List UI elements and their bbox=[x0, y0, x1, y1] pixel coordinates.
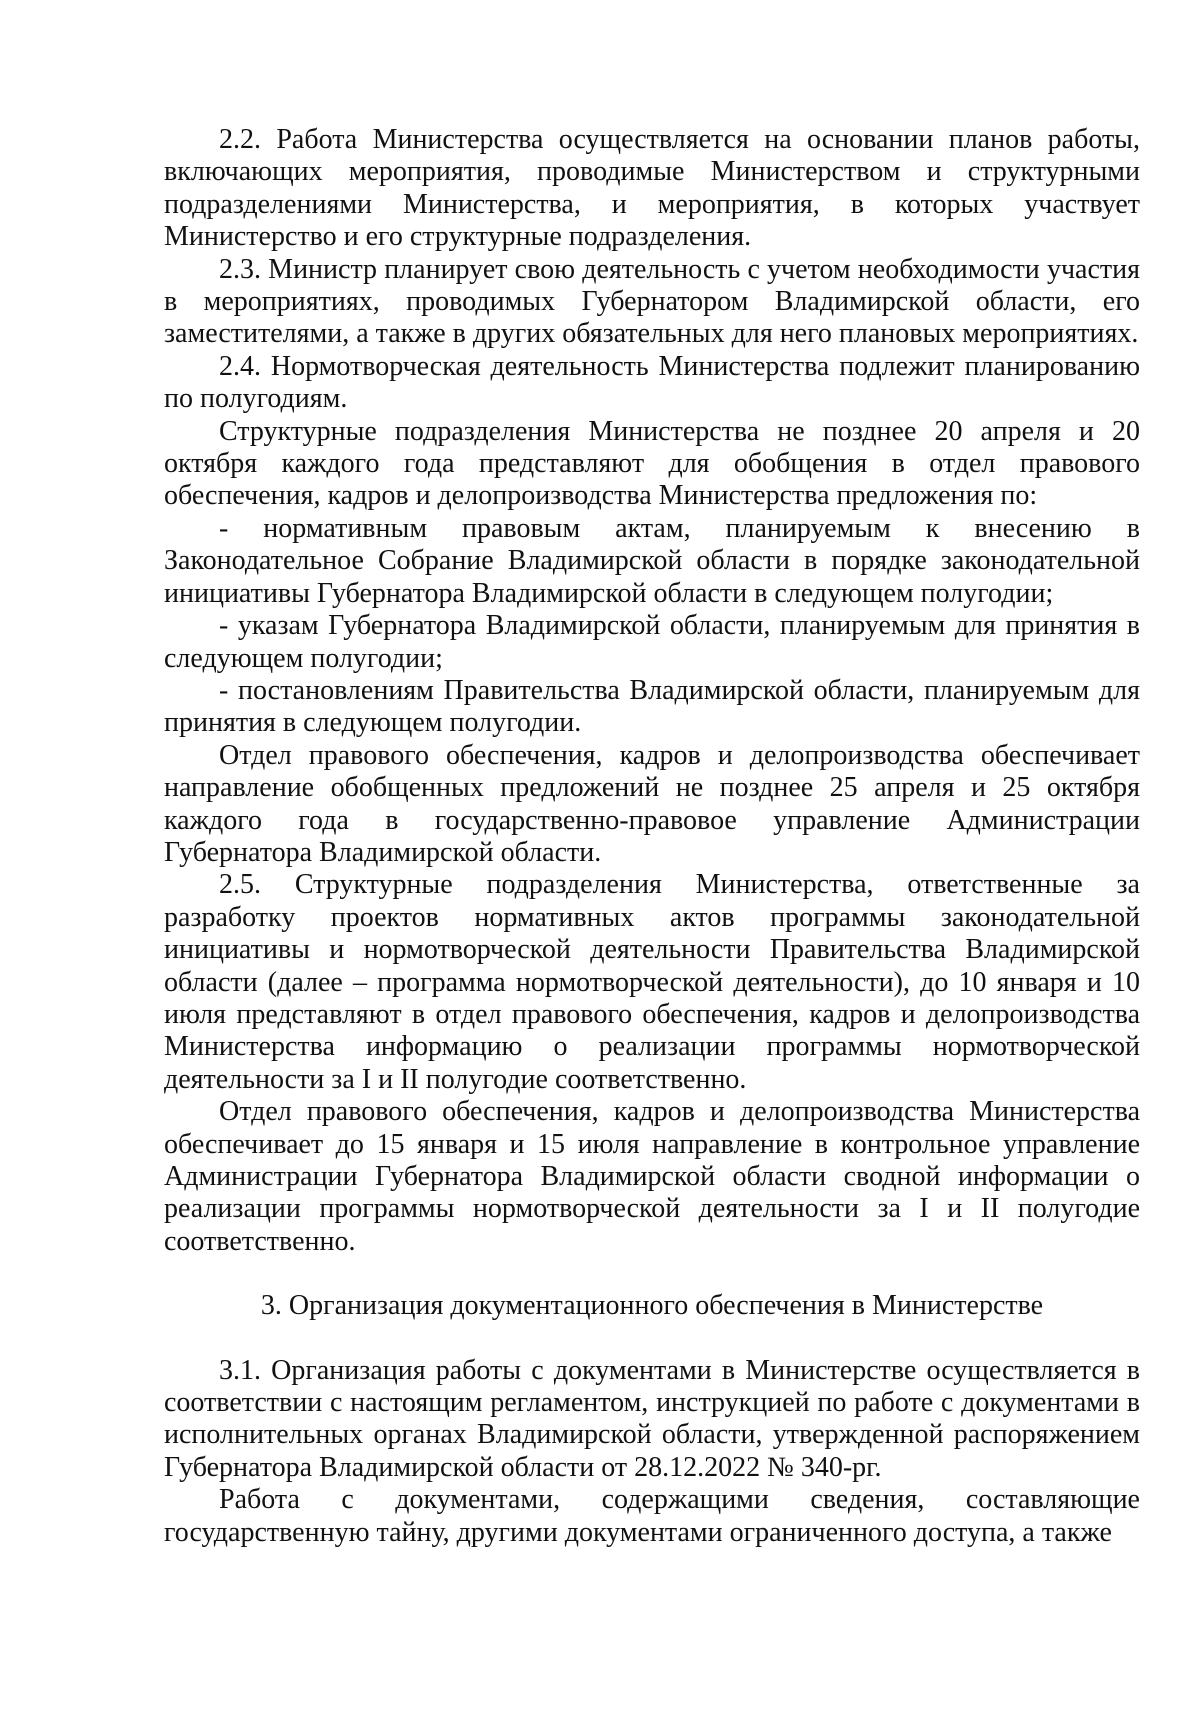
paragraph-summary-information: Отдел правового обеспечения, кадров и делопроизводства Министерства обеспечивает до 15 января и 15 июля направление в контрольное управление Администрации Губернатора Владимирской области сводной информации о реализации программы нормотворческой деятельности за I и II полугодие соответственно. bbox=[164, 1096, 1140, 1257]
list-item-normative-acts: - нормативным правовым актам, планируемым к внесению в Законодательное Собрание Владимирской области в порядке законодательной инициативы Губернатора Владимирской области в следующем полугодии; bbox=[164, 512, 1140, 609]
section-heading-3: 3. Организация документационного обеспечения в Министерстве bbox=[260, 1290, 1044, 1322]
paragraph-2-5: 2.5. Структурные подразделения Министерства, ответственные за разработку проектов нормативных актов программы законодательной инициативы и нормотворческой деятельности Правительства Владимирской области (далее – программа нормотворческой деятельности), до 10 января и 10 июля представляют в отдел правового обеспечения, кадров и делопроизводства Министерства информацию о реализации программы нормотворческой деятельности за I и II полугодие соответственно. bbox=[164, 869, 1140, 1095]
paragraph-2-2: 2.2. Работа Министерства осуществляется на основании планов работы, включающих мероприятия, проводимые Министерством и структурными подразделениями Министерства, и мероприятия, в которых участвует Министерство и его структурные подразделения. bbox=[164, 124, 1140, 253]
list-item-government-resolutions: - постановлениям Правительства Владимирской области, планируемым для принятия в следующем полугодии. bbox=[164, 674, 1140, 739]
paragraph-restricted-documents: Работа с документами, содержащими сведения, составляющие государственную тайну, другими документами ограниченного доступа, а также bbox=[164, 1484, 1140, 1548]
paragraph-2-3: 2.3. Министр планирует свою деятельность с учетом необходимости участия в мероприятиях, проводимых Губернатором Владимирской области, его заместителями, а также в других обязательных для него плановых мероприятиях. bbox=[164, 253, 1140, 350]
paragraph-3-1: 3.1. Организация работы с документами в Министерстве осуществляется в соответствии с настоящим регламентом, инструкцией по работе с документами в исполнительных органах Владимирской области, утвержденной распоряжением Губернатора Владимирской области от 28.12.2022 № 340-рг. bbox=[164, 1354, 1140, 1483]
paragraph-2-4: 2.4. Нормотворческая деятельность Министерства подлежит планированию по полугодиям. bbox=[164, 350, 1140, 415]
document-body bbox=[164, 124, 1140, 1549]
paragraph-legal-department-duties: Отдел правового обеспечения, кадров и делопроизводства обеспечивает направление обобщенных предложений не позднее 25 апреля и 25 октября каждого года в государственно-правовое управление Администрации Губернатора Владимирской области. bbox=[164, 739, 1140, 868]
paragraph-proposals-intro: Структурные подразделения Министерства не позднее 20 апреля и 20 октября каждого года представляют для обобщения в отдел правового обеспечения, кадров и делопроизводства Министерства предложения по: bbox=[164, 415, 1140, 512]
list-item-governor-decrees: - указам Губернатора Владимирской области, планируемым для принятия в следующем полугодии; bbox=[164, 610, 1140, 674]
